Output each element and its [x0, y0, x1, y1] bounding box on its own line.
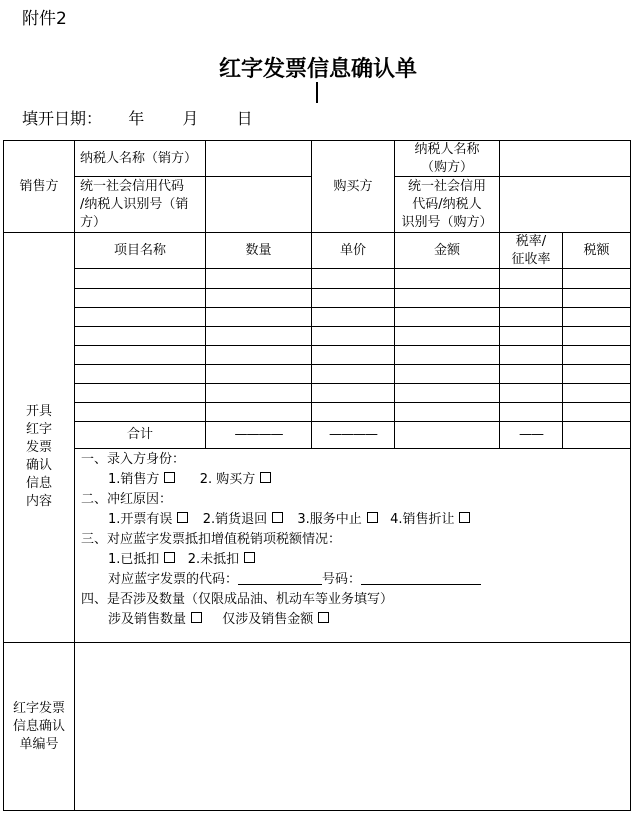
blue-invoice-code-field[interactable] — [238, 572, 322, 585]
total-amount-field[interactable] — [395, 422, 499, 448]
option-sales-amount-label: 仅涉及销售金额 — [222, 612, 314, 627]
header-amount: 金额 — [433, 242, 460, 258]
seller-section-label: 销售方 — [19, 178, 59, 194]
content-section-label — [4, 233, 74, 642]
content-label-char: 发票 — [25, 439, 52, 455]
option-sales-discount-label: 4.销售折让 — [390, 512, 455, 527]
option-buyer-label: 2. 购买方 — [199, 472, 256, 487]
checkbox-deducted[interactable] — [164, 552, 175, 563]
header-unit-price: 单价 — [339, 242, 366, 258]
header-tax-rate-line-1: 税率/ — [515, 233, 547, 249]
seller-code-line-1: 统一社会信用代码 — [80, 178, 185, 194]
content-label-char: 确认 — [25, 457, 52, 473]
date-label: 填开日期： — [22, 109, 103, 128]
date-day: 日 — [236, 109, 253, 128]
checkbox-seller[interactable] — [164, 472, 175, 483]
content-label-char: 开具 — [25, 403, 52, 419]
option-sales-quantity-label: 涉及销售数量 — [108, 612, 187, 627]
blue-invoice-number-label: 号码： — [322, 572, 362, 587]
total-price-dash: ———— — [329, 427, 377, 442]
option-service-stop-label: 3.服务中止 — [297, 512, 362, 527]
checkbox-sales-amount[interactable] — [318, 612, 329, 623]
section-3-options — [108, 551, 255, 569]
header-tax-rate — [500, 233, 562, 268]
header-tax-rate-line-2: 征收率 — [511, 251, 551, 267]
buyer-code-line-3: 识别号（购方） — [401, 214, 493, 230]
buyer-name-line-1: 纳税人名称 — [414, 141, 480, 157]
buyer-code-line-1: 统一社会信用 — [407, 178, 486, 194]
section-2-title: 二、冲红原因： — [81, 492, 173, 507]
header-item-name: 项目名称 — [113, 242, 166, 258]
checkbox-billing-error[interactable] — [177, 512, 188, 523]
content-label-char: 红字 — [25, 421, 52, 437]
option-not-deducted-label: 2.未抵扣 — [187, 552, 240, 567]
section-1-options — [108, 471, 271, 489]
serial-label-line-1: 红字发票 — [12, 700, 65, 716]
serial-label-line-3: 单编号 — [19, 736, 59, 752]
header-quantity: 数量 — [245, 242, 272, 258]
total-quantity-dash: ———— — [234, 427, 283, 442]
option-goods-return-label: 2.销货退回 — [202, 512, 268, 527]
total-label: 合计 — [126, 427, 153, 442]
total-tax-field[interactable] — [563, 422, 630, 448]
serial-label-line-2: 信息确认 — [12, 718, 65, 734]
buyer-code-field[interactable] — [500, 177, 630, 232]
section-1-title: 一、录入方身份： — [81, 452, 186, 467]
date-month: 月 — [182, 109, 199, 128]
seller-code-field[interactable] — [206, 177, 311, 232]
serial-number-field[interactable] — [75, 643, 630, 810]
checkbox-goods-return[interactable] — [272, 512, 283, 523]
form-title: 红字发票信息确认单 — [218, 57, 417, 82]
blue-invoice-code-label: 对应蓝字发票的代码： — [108, 572, 239, 587]
checkbox-service-stop[interactable] — [367, 512, 378, 523]
option-deducted-label: 1.已抵扣 — [108, 552, 160, 567]
section-2-options — [108, 511, 470, 529]
checkbox-sales-quantity[interactable] — [191, 612, 202, 623]
buyer-code-label — [395, 177, 499, 232]
section-4-options — [108, 611, 329, 629]
content-label-char: 信息 — [25, 475, 52, 491]
date-year: 年 — [128, 109, 145, 128]
buyer-section-label: 购买方 — [333, 178, 373, 194]
seller-code-label — [80, 177, 205, 232]
serial-number-label — [4, 643, 74, 810]
seller-code-line-3: 方） — [80, 214, 107, 230]
blue-invoice-number-field[interactable] — [361, 572, 481, 585]
option-billing-error-label: 1.开票有误 — [108, 512, 173, 527]
seller-code-line-2: /纳税人识别号（销 — [80, 196, 189, 212]
checkbox-sales-discount[interactable] — [459, 512, 470, 523]
attachment-label: 附件2 — [22, 9, 67, 29]
buyer-code-line-2: 代码/纳税人 — [412, 196, 482, 212]
section-4-title: 四、是否涉及数量（仅限成品油、机动车等业务填写） — [81, 592, 394, 607]
header-tax-amount: 税额 — [583, 242, 610, 258]
seller-name-field[interactable] — [206, 141, 311, 176]
buyer-name-line-2: （购方） — [420, 159, 473, 175]
buyer-name-label — [395, 141, 499, 176]
total-rate-dash: —— — [519, 427, 543, 442]
seller-name-label: 纳税人名称（销方） — [80, 150, 198, 166]
section-3-title: 三、对应蓝字发票抵扣增值税销项税额情况： — [81, 532, 342, 547]
buyer-name-field[interactable] — [500, 141, 630, 176]
option-seller-label: 1.销售方 — [108, 472, 160, 487]
content-label-char: 内容 — [25, 493, 52, 509]
checkbox-not-deducted[interactable] — [244, 552, 255, 563]
section-3-invoice-row — [108, 571, 481, 589]
checkbox-buyer[interactable] — [260, 472, 271, 483]
